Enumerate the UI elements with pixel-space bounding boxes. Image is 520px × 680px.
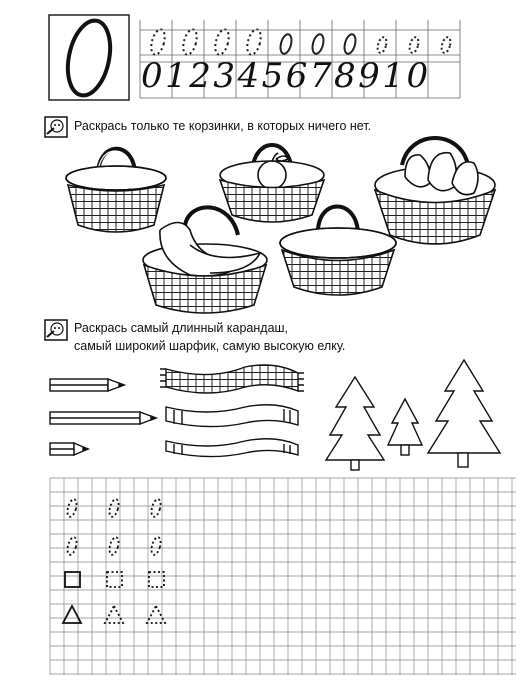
pencil-long bbox=[50, 412, 156, 424]
pencil-medium bbox=[50, 379, 124, 391]
pencils-scarves-trees bbox=[40, 355, 500, 475]
top-tracing-area bbox=[0, 0, 520, 105]
task2-icon bbox=[44, 319, 68, 341]
number-line: 012345678910 bbox=[141, 56, 431, 96]
tree-medium bbox=[326, 377, 384, 470]
pencil-hand-icon bbox=[44, 319, 68, 341]
baskets-art bbox=[40, 135, 500, 320]
scarf-medium bbox=[166, 405, 298, 427]
practice-grid-art bbox=[50, 478, 516, 675]
practice-grid bbox=[50, 478, 516, 675]
scarf-narrow bbox=[166, 439, 298, 457]
pencil-short bbox=[50, 443, 88, 455]
task2-line2: самый широкий шарфик, самую высокую елку. bbox=[74, 339, 346, 353]
scarf-wide bbox=[160, 365, 304, 393]
task2-line1: Раскрась самый длинный карандаш, bbox=[74, 321, 289, 335]
pencils-scarves-trees-art bbox=[40, 355, 500, 475]
baskets-illustration bbox=[40, 135, 500, 320]
tree-tall bbox=[428, 360, 500, 467]
big-digit bbox=[64, 22, 65, 23]
task1-text: Раскрась только те корзинки, в которых ничего нет. bbox=[74, 119, 372, 133]
tree-small bbox=[388, 399, 422, 455]
